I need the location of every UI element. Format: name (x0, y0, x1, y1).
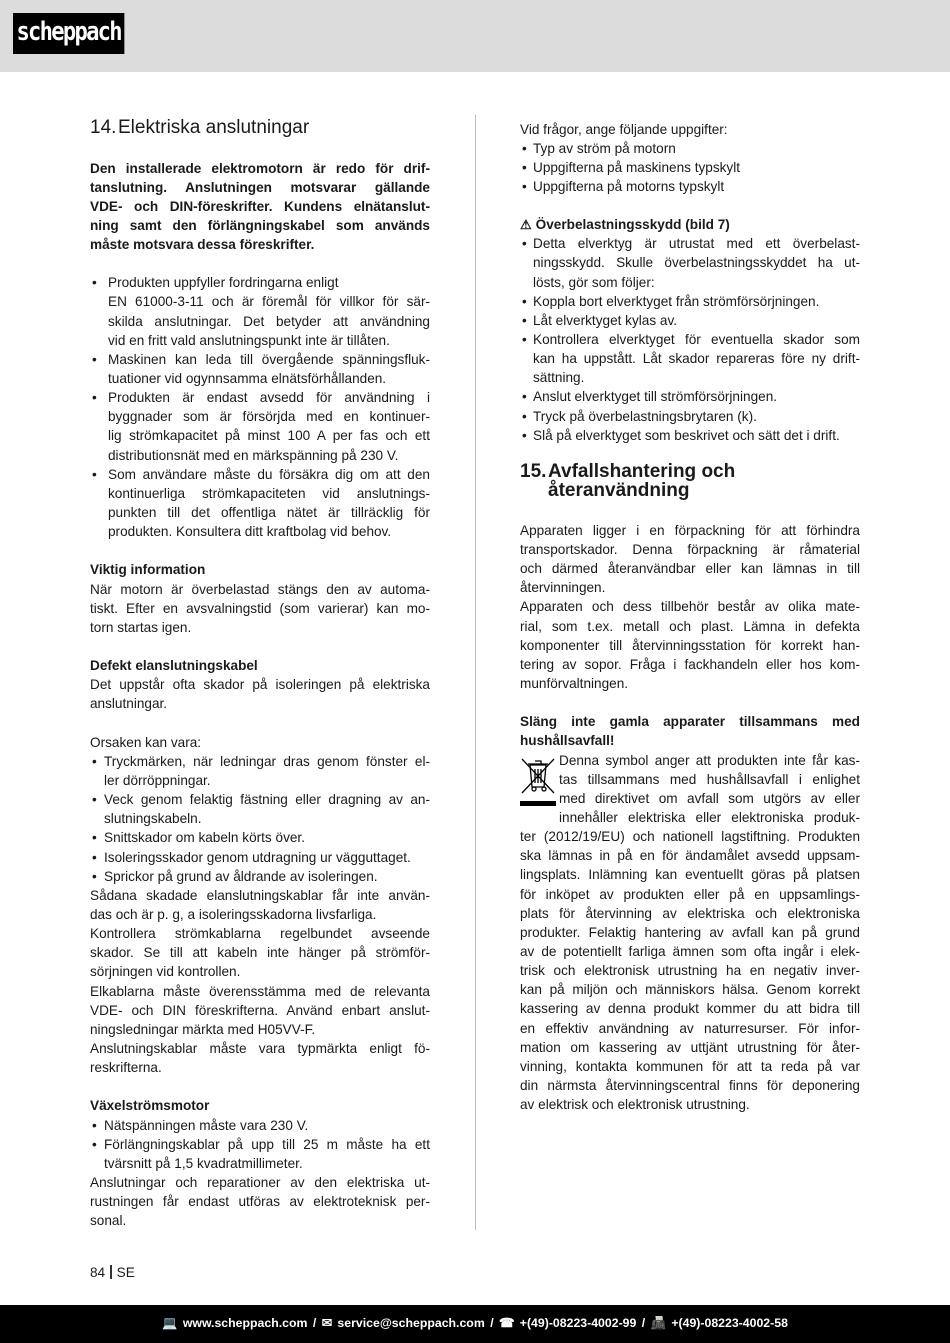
text-line: das och är p. g, a isoleringsskadorna livsfarliga. (90, 906, 377, 922)
section-title: Elektriska anslutningar (118, 117, 310, 138)
bullet-icon: • (522, 178, 527, 194)
text-line: distributionsnät med en märkspänning på 230 V. (108, 447, 399, 463)
text-line: din närmsta återvinningscentral finns för deponering (520, 1077, 860, 1093)
bullet-icon: • (522, 293, 527, 309)
text-line: Anslutningskablar måste vara typmärkta enligt fö- (90, 1040, 430, 1056)
text-line: Produkten uppfyller fordringarna enligt (108, 275, 339, 291)
text-line: Sprickor på grund av åldrande av isoleringen. (104, 868, 378, 884)
bullet-icon: • (92, 830, 97, 846)
text-line: Produkten är endast avsedd för användning i (108, 390, 430, 406)
list-item (520, 158, 860, 177)
text-line: tering av sopor. Fråga i fackhandeln eller hos kom- (520, 656, 860, 672)
paragraph (90, 675, 430, 713)
footer-separator: / (641, 1316, 646, 1330)
paragraph (90, 733, 430, 752)
bullet-icon: • (92, 275, 97, 291)
fax-icon: 📠 (650, 1316, 666, 1330)
bullet-icon: • (92, 1117, 97, 1133)
text-line: lösts, gör som följer: (533, 274, 655, 290)
text-line: Isoleringsskador genom utdragning ur vägguttaget. (104, 849, 411, 865)
text-line: produkten. Konsultera ditt kraftbolag vid behov. (108, 524, 392, 540)
text-line: Tryck på överbelastningsbrytaren (k). (533, 408, 757, 424)
text-line: Anslutningar och reparationer av den elektriska ut- (90, 1174, 430, 1190)
bullet-icon: • (522, 332, 527, 348)
text-line: kontinuerliga strömkapaciteten vid anslutnings- (108, 485, 430, 501)
text-line: Typ av ström på motorn (533, 140, 676, 156)
text-line: Den installerade elektromotorn är redo för drif- (90, 160, 430, 176)
paragraph (520, 521, 860, 598)
bullet-icon: • (522, 389, 527, 405)
footer-separator: / (312, 1316, 317, 1330)
subheading-overload-protection (520, 215, 860, 234)
text-line: När motorn är överbelastad stängs den av automa- (90, 581, 430, 597)
text-line: Orsaken kan vara: (90, 734, 202, 750)
spacer (90, 637, 430, 656)
text-line: Apparaten och dess tillbehör består av olika mate- (520, 599, 860, 615)
section-title-line: återanvändning (548, 480, 690, 502)
list-item (90, 388, 430, 465)
bullet-icon: • (92, 351, 97, 367)
text-line: Vid frågor, ange följande uppgifter: (520, 121, 728, 137)
bullet-list (520, 234, 860, 445)
section-number: 15. (520, 460, 547, 482)
text-line: Tryckmärken, när ledningar dras genom fönster el- (104, 753, 430, 769)
text-line: Veck genom felaktig fästning eller dragning av an- (104, 792, 430, 808)
text-line: kassering av denna produkt kommer du att bidra till (520, 1001, 860, 1017)
subheading (90, 1096, 430, 1115)
subheading (90, 560, 430, 579)
language-code: SE (116, 1265, 135, 1280)
list-item (520, 387, 860, 406)
text-line: ningsskydd. Skulle överbelastningsskyddet ha ut- (533, 255, 860, 271)
text-line: byggnader som är försörjda med en kontinuer- (108, 409, 430, 425)
text-line: komponenter till återvinningsstation för korrekt han- (520, 637, 860, 653)
text-line: Koppla bort elverktyget från strömförsörjningen. (533, 293, 820, 309)
text-line: Förlängningskablar på upp till 25 m måste ha ett (104, 1136, 430, 1152)
text-line: ning samt den förlängningskabel som används (90, 217, 430, 233)
scheppach-logo: scheppach (13, 13, 124, 54)
text-line: och därmed återanvändbar eller kan lämnas in till (520, 561, 860, 577)
bullet-icon: • (92, 466, 97, 482)
warning-icon: ⚠ (520, 217, 532, 233)
bullet-icon: • (92, 792, 97, 808)
email-link[interactable]: service@scheppach.com (337, 1316, 485, 1330)
text-line: Detta elverktyg är utrustat med ett överbelast- (533, 236, 860, 252)
bullet-icon: • (522, 312, 527, 328)
text-line: innehåller elektriska eller elektroniska produk- (559, 810, 860, 825)
text-line: Växelströmsmotor (90, 1098, 210, 1114)
text-line: tiskt. Efter en avsvalningstid (som varierar) kan mo- (90, 600, 430, 616)
text-line: rustningen får endast utföras av elektroteknisk per- (90, 1194, 430, 1210)
right-column (520, 120, 860, 1115)
text-line: tas tillsammans med hushållsavfall i enlighet (559, 771, 860, 787)
bullet-list (90, 752, 430, 886)
list-item (90, 848, 430, 867)
text-line: Kontrollera strömkablarna regelbundet avseende (90, 926, 430, 942)
text-line: en effektiv användning av naturresurser. För infor- (520, 1020, 860, 1036)
text-line: trisk och elektronisk utrustning ha en negativ inver- (520, 963, 860, 979)
bullet-list (90, 1116, 430, 1173)
section-heading (520, 462, 860, 501)
list-item (90, 465, 430, 542)
paragraph (520, 597, 860, 693)
text-line: Låt elverktyget kylas av. (533, 312, 678, 328)
page-number-separator (110, 1265, 112, 1279)
phone-icon: ☎ (499, 1316, 515, 1330)
section-title-line: Avfallshantering och (548, 460, 736, 482)
list-item (90, 828, 430, 847)
list-item (520, 407, 860, 426)
fax-number: +(49)-08223-4002-58 (671, 1316, 788, 1330)
text-line: skilda anslutningar. Det betyder att användning (108, 313, 430, 329)
paragraph (90, 580, 430, 637)
list-item (520, 177, 860, 196)
text-line: reskrifterna. (90, 1060, 162, 1076)
text-line: ler dörröppningar. (104, 773, 211, 788)
list-item (90, 350, 430, 388)
text-line: Anslut elverktyget till strömförsörjningen. (533, 389, 778, 405)
footer-contact-bar (0, 1305, 950, 1343)
list-item (90, 1116, 430, 1135)
footer-separator: / (490, 1316, 494, 1330)
list-item (90, 273, 430, 350)
list-item (520, 426, 860, 445)
list-item (520, 330, 860, 387)
bullet-list (520, 139, 860, 196)
text-line: skador. Se till att kabeln inte hänger på strömför- (90, 945, 430, 961)
section-heading (90, 116, 430, 159)
list-item (90, 867, 430, 886)
page-number (90, 1265, 135, 1280)
text-line: sättning. (533, 370, 585, 386)
text-line: sonal. (90, 1213, 127, 1229)
list-item (520, 234, 860, 291)
phone-number: +(49)-08223-4002-99 (519, 1316, 637, 1330)
list-item (90, 752, 430, 790)
page-header (0, 0, 950, 72)
text-line: Som användare måste du försäkra dig om att den (108, 466, 430, 482)
section-title (548, 462, 735, 501)
bullet-icon: • (92, 390, 97, 406)
bullet-icon: • (522, 408, 527, 424)
text-line: Defekt elanslutningskabel (90, 658, 258, 674)
left-column (90, 116, 430, 1230)
bullet-icon: • (92, 868, 97, 884)
paragraph (90, 924, 430, 981)
column-divider (475, 115, 476, 1230)
text-line: med direktivet om avfall som utgörs av eller (559, 790, 860, 806)
mail-icon: ✉ (321, 1316, 332, 1330)
text-line: punkten till det offentliga nätet är tillräcklig för (108, 505, 430, 521)
text-line: Det uppstår ofta skador på isoleringen på elektriska (90, 677, 430, 693)
list-item (90, 1135, 430, 1173)
text-line: Släng inte gamla apparater tillsammans med (520, 714, 860, 730)
spacer (90, 1077, 430, 1096)
paragraph (90, 1039, 430, 1077)
bullet-list (90, 273, 430, 541)
text-line: tvärsnitt på 1,5 kvadratmillimeter. (104, 1155, 303, 1171)
text-line: Kontrollera elverktyget för eventuella skador som (533, 332, 860, 348)
computer-icon: 💻 (162, 1316, 178, 1330)
text-line: rial, som t.ex. metall och plast. Lämna in defekta (520, 618, 860, 634)
text-line: Uppgifterna på maskinens typskylt (533, 159, 741, 175)
text-line: VDE- och DIN-föreskrifter. Kundens elnätanslut- (90, 198, 430, 214)
text-line: hushållsavfall! (520, 733, 615, 749)
spacer (90, 254, 430, 273)
crossed-out-bin-icon (520, 755, 556, 811)
list-item (90, 790, 430, 828)
text-line: ningsledningar märkta med H05VV-F. (90, 1021, 316, 1037)
text-line: EN 61000-3-11 och är föremål för villkor för sär- (108, 294, 430, 310)
text-line: tuationer vid ogynnsamma elnätsförhållanden. (108, 371, 387, 387)
text-line: lingsplats. Inlämning kan eventuellt göras på platsen (520, 867, 860, 883)
text-line: Viktig information (90, 562, 206, 578)
spacer (90, 714, 430, 733)
bullet-icon: • (92, 753, 97, 769)
text-line: tanslutning. Anslutningen motsvarar gällande (90, 179, 430, 195)
page-number-value: 84 (90, 1265, 106, 1280)
paragraph (520, 120, 860, 139)
text-line: kan ha uppstått. Låt skador repareras före ny drift- (533, 351, 860, 367)
text-line: Elkablarna måste överensstämma med de relevanta (90, 983, 430, 999)
text-line: slutningskabeln. (104, 811, 202, 827)
text-line: transportskador. Denna förpackning är råmaterial (520, 542, 860, 558)
text-line: mation om kassering av uttjänt utrustning för åter- (520, 1039, 860, 1055)
subheading-text: Överbelastningsskydd (bild 7) (535, 217, 730, 233)
list-item (520, 139, 860, 158)
text-line: vinning, kontakta kommunen för att ta reda på var (520, 1058, 860, 1074)
text-line: torn startas igen. (90, 619, 192, 635)
list-item (520, 311, 860, 330)
section-number: 14. (90, 117, 117, 138)
text-line: ska lämnas in på en för ändamålet avsedd uppsam- (520, 848, 860, 864)
website-link[interactable]: www.scheppach.com (182, 1316, 308, 1330)
text-line: VDE- och DIN föreskrifterna. Använd enbart anslut- (90, 1002, 430, 1018)
text-line: plats för återvinning av elektriska och elektroniska (520, 905, 860, 921)
text-line: lig strömkapacitet på minst 100 A per fas och ett (108, 428, 430, 444)
text-line: Slå på elverktyget som beskrivet och sätt det i drift. (533, 427, 840, 443)
text-line: Apparaten ligger i en förpackning för att förhindra (520, 522, 860, 538)
paragraph (90, 982, 430, 1039)
bullet-icon: • (92, 1136, 97, 1152)
text-line: för inköpet av produkten eller på en uppsamlings- (520, 886, 860, 902)
text-line: anslutningar. (90, 696, 168, 712)
subheading (520, 712, 860, 750)
bullet-icon: • (522, 159, 527, 175)
text-line: Snittskador om kabeln körts över. (104, 830, 305, 846)
bullet-icon: • (92, 849, 97, 865)
text-line: Denna symbol anger att produkten inte får kas- (559, 752, 860, 768)
text-line: sörjningen vid kontrollen. (90, 964, 241, 980)
subheading (90, 656, 430, 675)
spacer (90, 541, 430, 560)
text-line: av de potentiellt farliga ämnen som ofta ingår i elek- (520, 943, 860, 959)
bullet-icon: • (522, 236, 527, 252)
text-line: Uppgifterna på motorns typskylt (533, 178, 725, 194)
text-line: måste motsvara dessa föreskrifter. (90, 237, 315, 253)
text-line: ter (2012/19/EU) och nationell lagstiftning. Produkten (520, 829, 860, 845)
spacer (520, 196, 860, 215)
text-line: Maskinen kan leda till övergående spänningsfluk- (108, 351, 430, 367)
text-line: produkter. Felaktig hantering av avfall kan på grund (520, 924, 860, 940)
list-item (520, 292, 860, 311)
text-line: Sådana skadade elanslutningskablar får inte använ- (90, 887, 430, 903)
text-line: vid en fritt vald anslutningspunkt inte är tillåten. (108, 332, 390, 348)
paragraph (90, 886, 430, 924)
text-line: munförvaltningen. (520, 676, 629, 692)
bullet-icon: • (522, 140, 527, 156)
paragraph (90, 1173, 430, 1230)
text-line: återvinningen. (520, 580, 606, 596)
subheading (90, 159, 430, 255)
weee-disposal-paragraph (520, 751, 860, 1115)
spacer (520, 693, 860, 712)
bullet-icon: • (522, 427, 527, 443)
text-line: Nätspänningen måste vara 230 V. (104, 1117, 309, 1133)
text-line: kan på miljön och människors hälsa. Genom korrekt (520, 982, 860, 998)
text-line: av elektrisk och elektronisk utrustning. (520, 1097, 750, 1113)
